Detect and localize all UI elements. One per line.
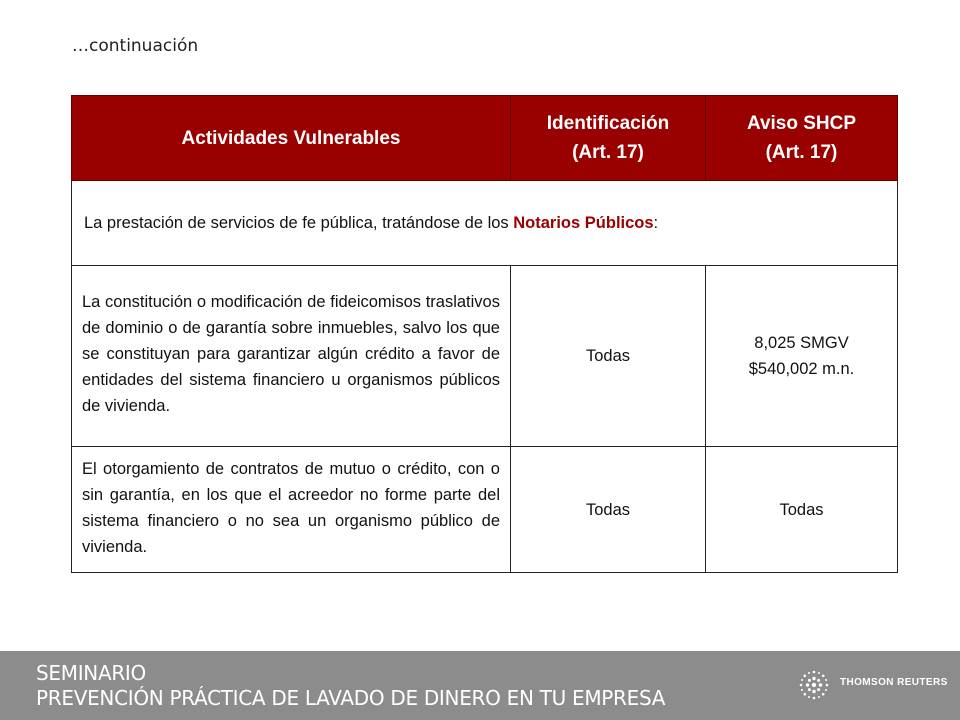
footer-banner [0, 651, 960, 720]
footer-brand: THOMSON REUTERS [840, 677, 948, 688]
table-row [72, 266, 898, 447]
thomson-reuters-logo-icon [796, 667, 832, 703]
row-identification: Todas [511, 447, 706, 573]
header-activities-label: Actividades Vulnerables [181, 127, 401, 149]
header-activities [72, 96, 511, 181]
header-identification-line1: Identificación [546, 113, 670, 134]
row-description: El otorgamiento de contratos de mutuo o crédito, con o sin garantía, en los que el acreedor no forme parte del sistema financiero o no sea un organismo público de vivienda. [72, 447, 511, 573]
row-aviso [706, 266, 898, 447]
continuation-note: …continuación [72, 36, 199, 56]
footer-seminar-label: SEMINARIO [36, 661, 146, 685]
header-identification [511, 96, 706, 181]
header-identification-line2: (Art. 17) [572, 142, 644, 163]
header-aviso-line1: Aviso SHCP [746, 113, 857, 134]
row-aviso-line1: 8,025 SMGV [754, 334, 849, 352]
header-aviso [706, 96, 898, 181]
vulnerable-activities-table [71, 95, 898, 573]
table-intro-row [72, 181, 898, 266]
intro-highlight: Notarios Públicos [513, 213, 654, 232]
row-identification: Todas [511, 266, 706, 447]
intro-text: La prestación de servicios de fe pública, tratándose de los [84, 213, 514, 232]
intro-cell [72, 181, 898, 266]
header-aviso-line2: (Art. 17) [765, 142, 838, 163]
table-row [72, 447, 898, 573]
row-aviso-line2: $540,002 m.n. [748, 360, 855, 378]
row-description: La constitución o modificación de fideicomisos traslativos de dominio o de garantía sobre inmuebles, salvo los que se constituyan para garantizar algún crédito a favor de entidades del sistema financiero u organismos públicos de vivienda. [72, 266, 511, 447]
intro-suffix: : [653, 213, 659, 232]
footer-seminar-title: PREVENCIÓN PRÁCTICA DE LAVADO DE DINERO EN TU EMPRESA [36, 686, 666, 710]
row-aviso: Todas [706, 447, 898, 573]
table-header-row [72, 96, 898, 181]
